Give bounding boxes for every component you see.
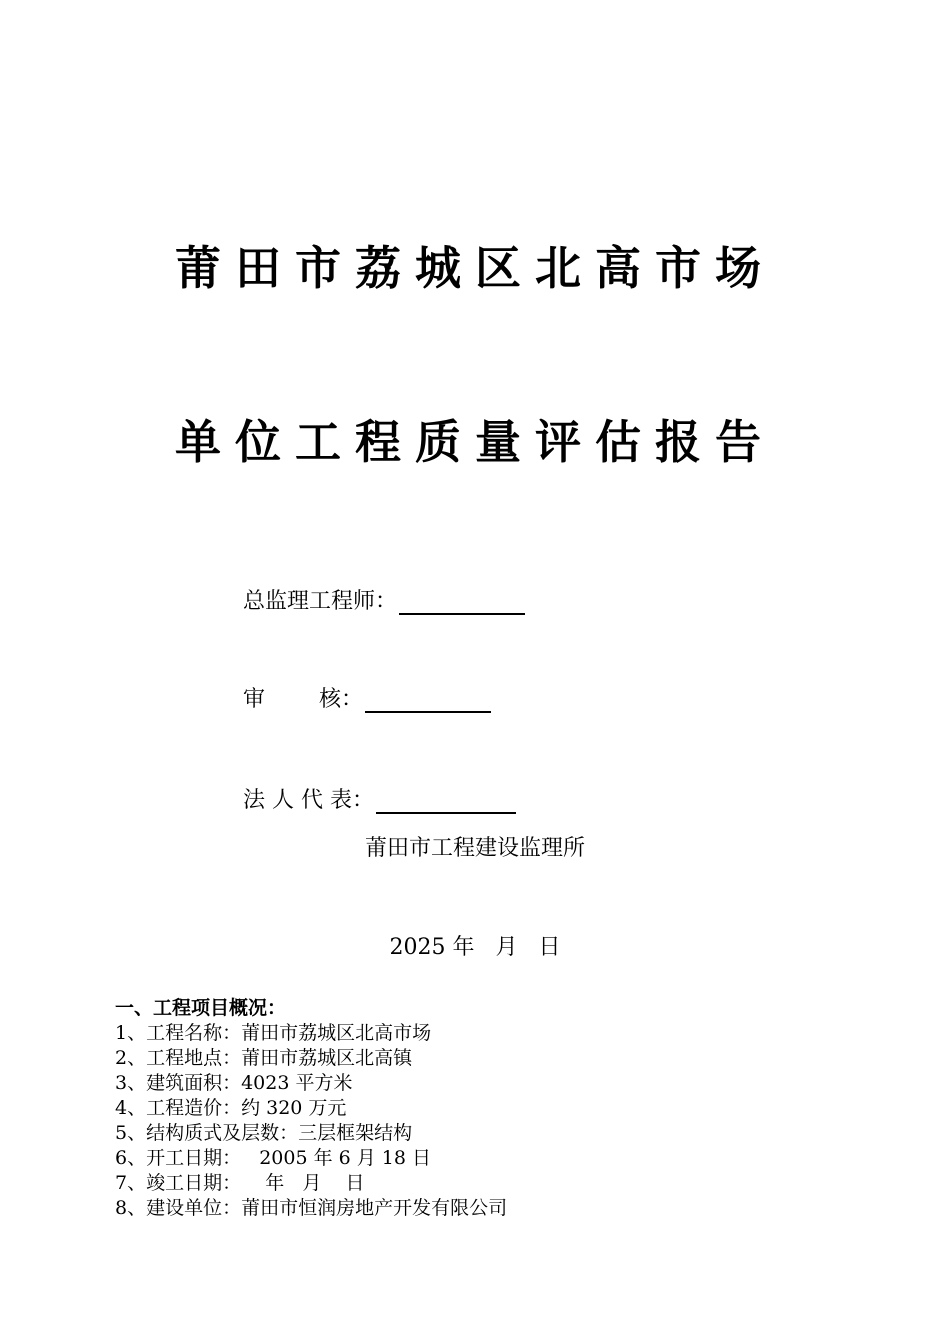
overview-item-developer: 8、建设单位：莆田市恒润房地产开发有限公司 xyxy=(115,1197,508,1219)
project-overview-section xyxy=(115,996,895,1221)
legal-rep-signature-blank xyxy=(376,790,516,814)
overview-item-cost: 4、工程造价：约 320 万元 xyxy=(115,1097,347,1119)
legal-rep-label: 法 人 代 表： xyxy=(243,788,374,813)
overview-item-location: 2、工程地点：莆田市荔城区北高镇 xyxy=(115,1047,413,1069)
review-label-part1: 审 xyxy=(243,687,266,712)
review-label-part2: 核： xyxy=(319,687,364,712)
report-date: 2025 年 月 日 xyxy=(389,935,561,960)
chief-engineer-signature-row xyxy=(243,584,525,615)
organization-name: 莆田市工程建设监理所 xyxy=(364,836,585,861)
report-title-line-2: 单位工程质量评估报告 xyxy=(175,415,775,469)
chief-engineer-label: 总监理工程师： xyxy=(243,589,398,614)
overview-item-structure: 5、结构质式及层数：三层框架结构 xyxy=(115,1122,413,1144)
chief-engineer-signature-blank xyxy=(399,591,525,615)
overview-heading: 一、工程项目概况： xyxy=(115,997,287,1019)
review-signature-blank xyxy=(365,689,491,713)
overview-item-start-date: 6、开工日期： 2005 年 6 月 18 日 xyxy=(115,1147,432,1169)
review-signature-row xyxy=(243,682,491,713)
report-title-line-1: 莆田市荔城区北高市场 xyxy=(175,241,775,295)
legal-rep-signature-row xyxy=(243,783,516,814)
overview-item-floor-area: 3、建筑面积：4023 平方米 xyxy=(115,1072,353,1094)
overview-item-completion-date: 7、竣工日期： 年 月 日 xyxy=(115,1172,365,1194)
overview-item-project-name: 1、工程名称：莆田市荔城区北高市场 xyxy=(115,1022,432,1044)
